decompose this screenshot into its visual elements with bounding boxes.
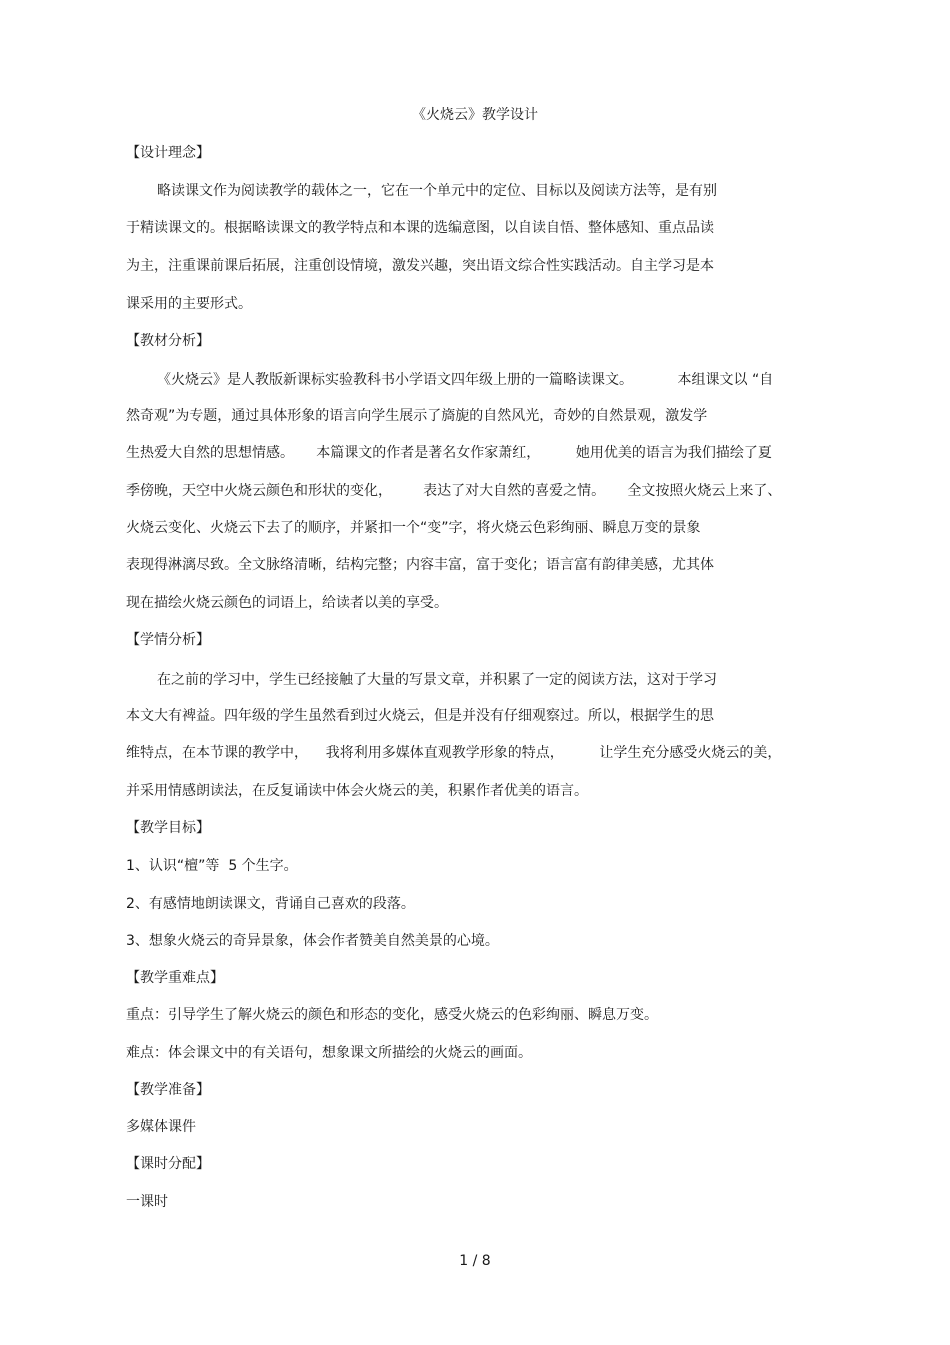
section-heading-periods: 【课时分配】 [126,1156,210,1172]
paragraph-line: 《火烧云》是人教版新课标实验教科书小学语文四年级上册的一篇略读课文。 本组课文以 “自 [157,372,774,388]
paragraph-line: 在之前的学习中，学生已经接触了大量的写景文章，并积累了一定的阅读方法，这对于学习 [157,672,717,688]
paragraph-line: 表现得淋漓尽致。全文脉络清晰，结构完整；内容丰富，富于变化；语言富有韵律美感，尤其体 [126,557,714,573]
section-heading-teaching-goals: 【教学目标】 [126,820,210,836]
list-item: 3、想象火烧云的奇异景象，体会作者赞美自然美景的心境。 [126,933,499,949]
page-number: 1 / 8 [459,1253,491,1269]
paragraph-line: 然奇观”为专题，通过具体形象的语言向学生展示了旖旎的自然风光，奇妙的自然景观，激发学 [126,408,708,424]
document-title: 《火烧云》教学设计 [412,107,538,123]
paragraph-line: 多媒体课件 [126,1119,196,1135]
paragraph-line: 火烧云变化、火烧云下去了的顺序，并紧扣一个“变”字，将火烧云色彩绚丽、瞬息万变的景象 [126,520,701,536]
paragraph-line: 重点：引导学生了解火烧云的颜色和形态的变化，感受火烧云的色彩绚丽、瞬息万变。 [126,1007,658,1023]
paragraph-line: 略读课文作为阅读教学的载体之一，它在一个单元中的定位、目标以及阅读方法等，是有别 [157,183,717,199]
paragraph-line: 并采用情感朗读法，在反复诵读中体会火烧云的美，积累作者优美的语言。 [126,783,588,799]
paragraph-line: 于精读课文的。根据略读课文的教学特点和本课的选编意图，以自读自悟、整体感知、重点品读 [126,220,714,236]
paragraph-line: 现在描绘火烧云颜色的词语上，给读者以美的享受。 [126,595,448,611]
list-item: 2、有感情地朗读课文，背诵自己喜欢的段落。 [126,896,415,912]
section-heading-key-points: 【教学重难点】 [126,970,224,986]
paragraph-line: 一课时 [126,1194,168,1210]
paragraph-line: 季傍晚，天空中火烧云颜色和形状的变化， 表达了对大自然的喜爱之情。 全文按照火烧云上来了、 [126,483,782,499]
paragraph-line: 维特点，在本节课的教学中， 我将利用多媒体直观教学形象的特点， 让学生充分感受火烧云的美， [126,745,782,761]
section-heading-design-concept: 【设计理念】 [126,145,210,161]
section-heading-textbook-analysis: 【教材分析】 [126,333,210,349]
section-heading-preparation: 【教学准备】 [126,1082,210,1098]
section-heading-student-analysis: 【学情分析】 [126,632,210,648]
paragraph-line: 生热爱大自然的思想情感。 本篇课文的作者是著名女作家萧红， 她用优美的语言为我们描绘了夏 [126,445,772,461]
list-item: 1、认识“檀”等 5 个生字。 [126,858,298,874]
paragraph-line: 本文大有裨益。四年级的学生虽然看到过火烧云，但是并没有仔细观察过。所以，根据学生的思 [126,708,714,724]
paragraph-line: 为主，注重课前课后拓展，注重创设情境，激发兴趣，突出语文综合性实践活动。自主学习是本 [126,258,714,274]
paragraph-line: 难点：体会课文中的有关语句，想象课文所描绘的火烧云的画面。 [126,1045,532,1061]
paragraph-line: 课采用的主要形式。 [126,296,252,312]
